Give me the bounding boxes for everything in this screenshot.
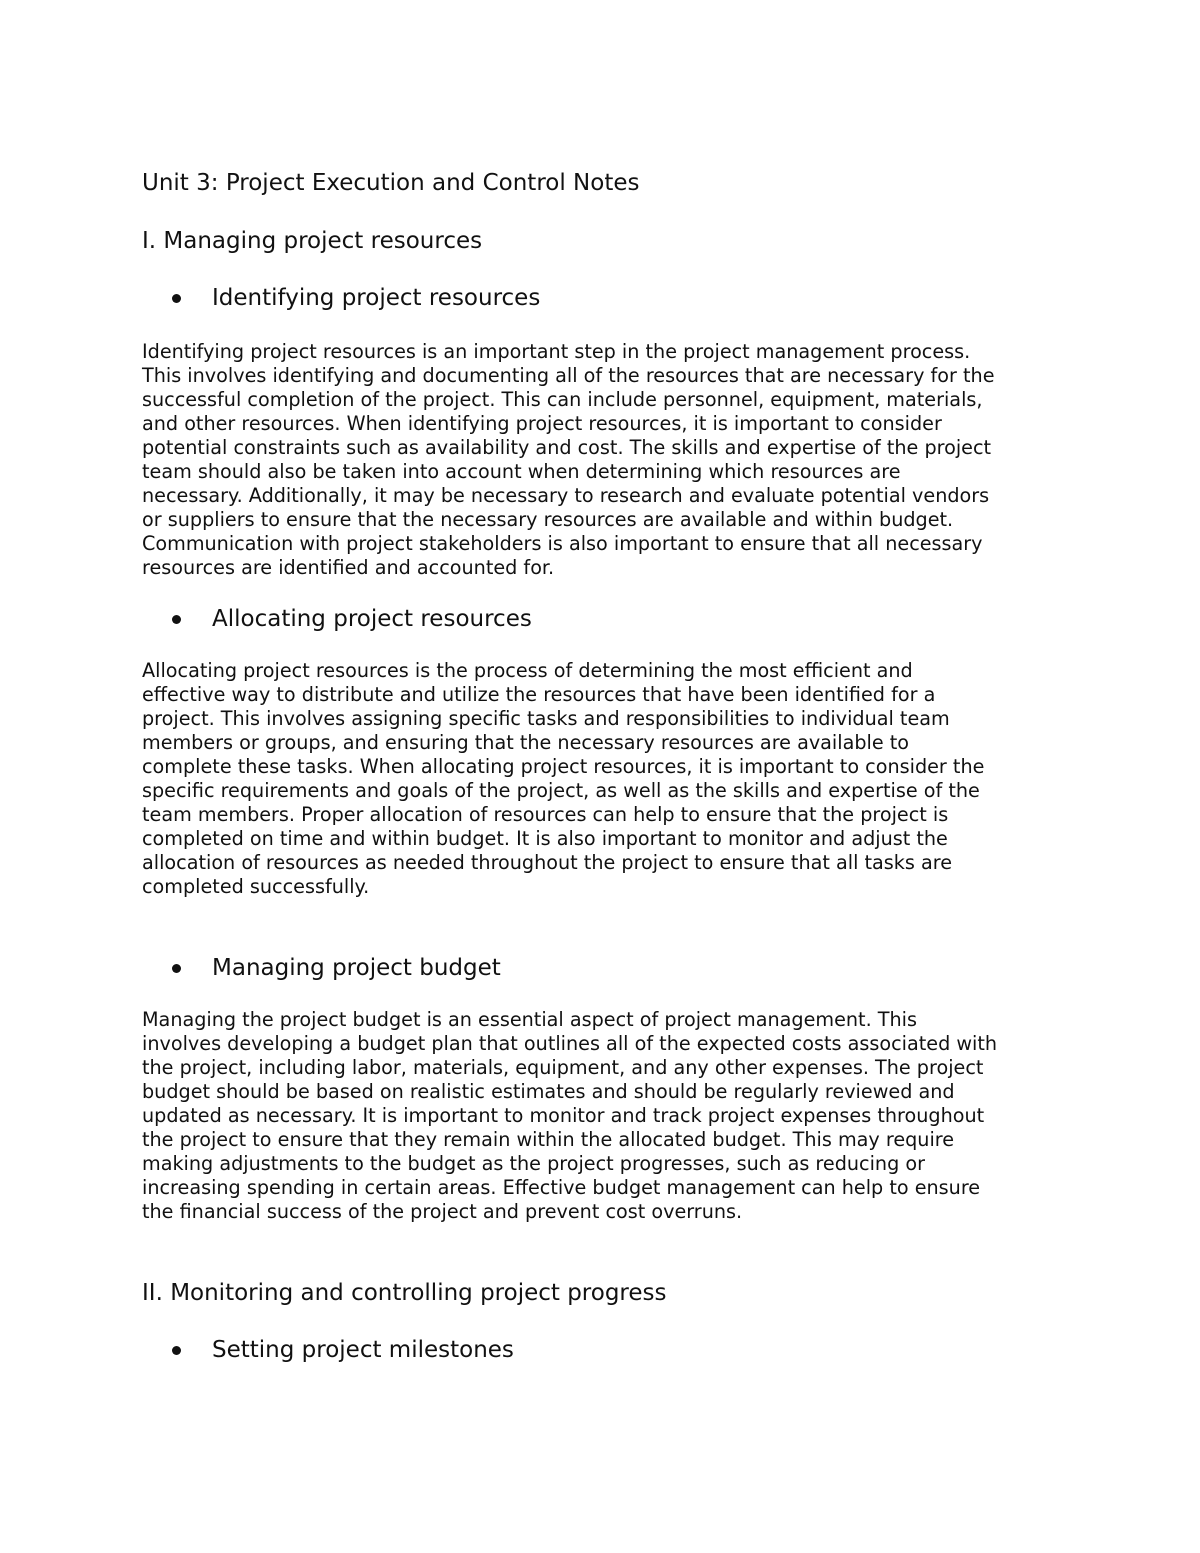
document-title: Unit 3: Project Execution and Control Notes: [142, 170, 640, 196]
paragraph-line: Managing the project budget is an essential aspect of project management. This: [142, 1008, 917, 1031]
paragraph-line: and other resources. When identifying project resources, it is important to consider: [142, 412, 942, 435]
paragraph-identifying-resources: [142, 340, 1072, 580]
bullet-dot-icon: [172, 615, 181, 624]
bullet-setting-milestones: [172, 1335, 514, 1365]
bullet-allocating-resources: [172, 604, 532, 634]
paragraph-line: the financial success of the project and prevent cost overruns.: [142, 1200, 743, 1223]
paragraph-line: Identifying project resources is an important step in the project management process.: [142, 340, 971, 363]
paragraph-line: resources are identified and accounted for.: [142, 556, 555, 579]
paragraph-line: completed on time and within budget. It is also important to monitor and adjust the: [142, 827, 948, 850]
paragraph-line: allocation of resources as needed throughout the project to ensure that all tasks are: [142, 851, 953, 874]
bullet-dot-icon: [172, 1346, 181, 1355]
bullet-heading-text: Setting project milestones: [212, 1337, 514, 1363]
bullet-managing-budget: [172, 953, 501, 983]
paragraph-managing-budget: [142, 1008, 1072, 1224]
paragraph-line: updated as necessary. It is important to monitor and track project expenses throughout: [142, 1104, 985, 1127]
bullet-heading-text: Identifying project resources: [212, 285, 541, 311]
paragraph-line: completed successfully.: [142, 875, 370, 898]
paragraph-line: project. This involves assigning specific tasks and responsibilities to individual team: [142, 707, 950, 730]
section-heading-monitoring-progress: II. Monitoring and controlling project progress: [142, 1280, 667, 1306]
paragraph-line: Communication with project stakeholders is also important to ensure that all necessary: [142, 532, 983, 555]
paragraph-line: the project, including labor, materials, equipment, and any other expenses. The project: [142, 1056, 984, 1079]
paragraph-line: complete these tasks. When allocating project resources, it is important to consider the: [142, 755, 985, 778]
paragraph-allocating-resources: [142, 659, 1072, 899]
paragraph-line: Allocating project resources is the process of determining the most efficient and: [142, 659, 913, 682]
paragraph-line: making adjustments to the budget as the project progresses, such as reducing or: [142, 1152, 925, 1175]
paragraph-line: budget should be based on realistic estimates and should be regularly reviewed and: [142, 1080, 955, 1103]
paragraph-line: specific requirements and goals of the project, as well as the skills and expertise of the: [142, 779, 980, 802]
paragraph-line: This involves identifying and documenting all of the resources that are necessary for the: [142, 364, 995, 387]
bullet-identifying-resources: [172, 283, 540, 313]
paragraph-line: team members. Proper allocation of resources can help to ensure that the project is: [142, 803, 949, 826]
paragraph-line: necessary. Additionally, it may be necessary to research and evaluate potential vendors: [142, 484, 990, 507]
bullet-heading-text: Managing project budget: [212, 955, 501, 981]
paragraph-line: the project to ensure that they remain within the allocated budget. This may require: [142, 1128, 955, 1151]
paragraph-line: members or groups, and ensuring that the necessary resources are available to: [142, 731, 910, 754]
section-heading-managing-resources: I. Managing project resources: [142, 228, 483, 254]
bullet-dot-icon: [172, 964, 181, 973]
paragraph-line: effective way to distribute and utilize the resources that have been identified for a: [142, 683, 936, 706]
bullet-dot-icon: [172, 294, 181, 303]
bullet-heading-text: Allocating project resources: [212, 606, 532, 632]
paragraph-line: potential constraints such as availability and cost. The skills and expertise of the project: [142, 436, 992, 459]
paragraph-line: increasing spending in certain areas. Effective budget management can help to ensure: [142, 1176, 981, 1199]
paragraph-line: involves developing a budget plan that outlines all of the expected costs associated with: [142, 1032, 998, 1055]
paragraph-line: or suppliers to ensure that the necessary resources are available and within budget.: [142, 508, 954, 531]
paragraph-line: team should also be taken into account when determining which resources are: [142, 460, 901, 483]
paragraph-line: successful completion of the project. This can include personnel, equipment, materials,: [142, 388, 983, 411]
